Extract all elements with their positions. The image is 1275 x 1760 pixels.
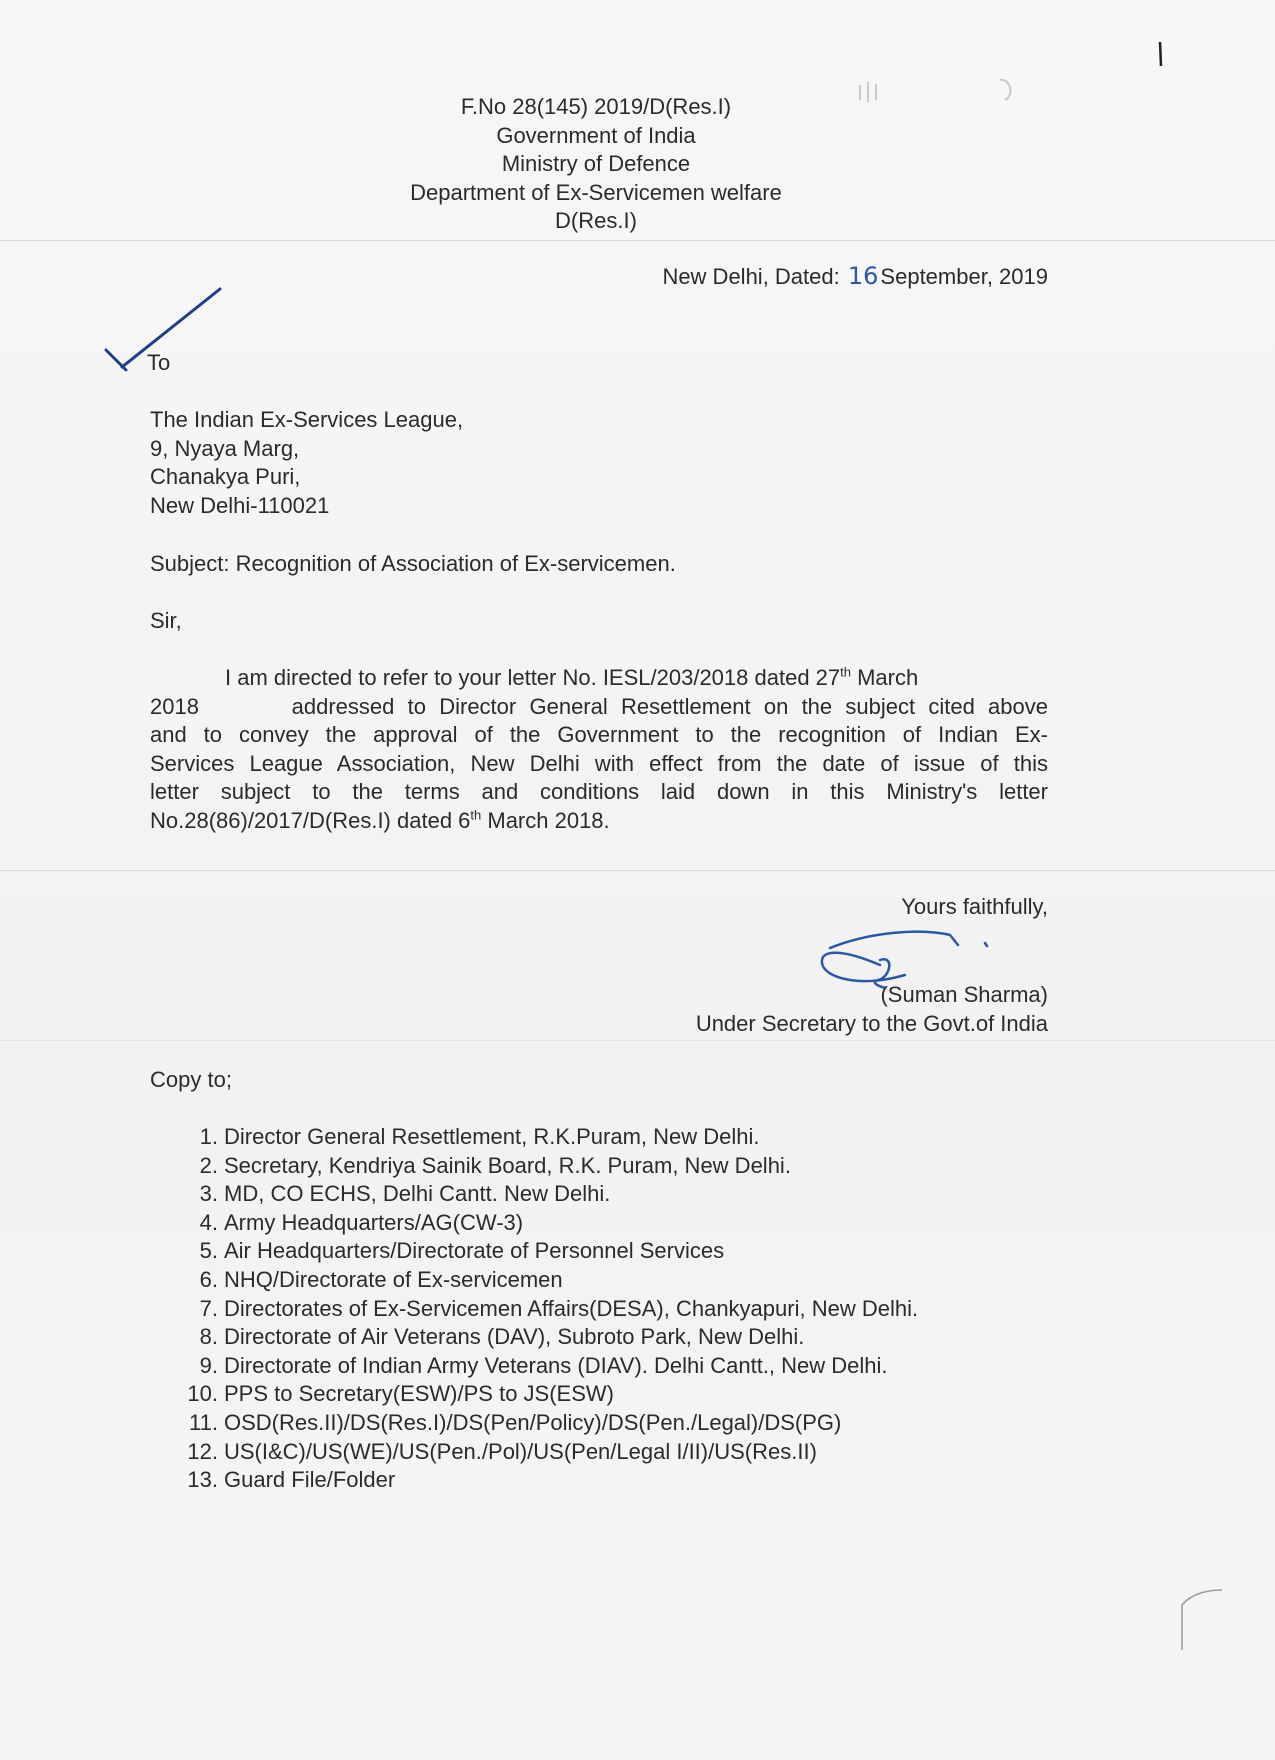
signatory-designation: Under Secretary to the Govt.of India — [695, 1011, 1048, 1036]
list-item — [150, 1152, 1050, 1181]
list-text: PPS to Secretary(ESW)/PS to JS(ESW) — [224, 1381, 614, 1407]
ordinal-suffix: th — [470, 807, 482, 823]
list-item — [150, 1323, 1050, 1352]
list-item — [150, 1409, 1050, 1438]
list-text: Air Headquarters/Directorate of Personnel Services — [224, 1238, 725, 1264]
list-item — [150, 1266, 1050, 1295]
closing: Yours faithfully, — [901, 894, 1048, 919]
list-item — [150, 1352, 1050, 1381]
list-item — [150, 1295, 1050, 1324]
list-number: 12. — [187, 1438, 218, 1464]
body-text: I am directed to refer to your letter No. IESL/203/2018 dated 27 — [225, 665, 841, 690]
list-item — [150, 1180, 1050, 1209]
list-item — [150, 1123, 1050, 1152]
body-paragraph — [150, 664, 1048, 836]
list-text: OSD(Res.II)/DS(Res.I)/DS(Pen/Policy)/DS(Pen./Legal)/DS(PG) — [224, 1409, 842, 1435]
address-line: 9, Nyaya Marg, — [150, 435, 300, 461]
stamp-ghost-icon — [860, 80, 1010, 102]
body-line — [150, 807, 1048, 836]
list-number: 11. — [189, 1409, 218, 1435]
date-line — [560, 262, 1048, 292]
letter-header — [386, 93, 806, 236]
list-number: 8. — [199, 1324, 218, 1350]
list-number: 7. — [199, 1295, 218, 1321]
corner-mark-icon — [1182, 1590, 1222, 1650]
ordinal-suffix: th — [840, 664, 851, 680]
list-text: Director General Resettlement, R.K.Puram, New Delhi. — [224, 1124, 760, 1149]
list-text: US(I&C)/US(WE)/US(Pen./Pol)/US(Pen/Legal I/II)/US(Res.II) — [224, 1438, 817, 1464]
list-number: 4. — [199, 1209, 218, 1235]
list-text: Guard File/Folder — [224, 1467, 396, 1493]
department-line: Department of Ex-Servicemen welfare — [410, 179, 782, 205]
list-item — [150, 1237, 1050, 1266]
signatory-name: (Suman Sharma) — [880, 982, 1048, 1007]
list-text: NHQ/Directorate of Ex-servicemen — [224, 1266, 563, 1292]
date-suffix: September, 2019 — [880, 264, 1048, 289]
date-prefix: New Delhi, Dated: — [662, 264, 840, 289]
body-line: and to convey the approval of the Government to the recognition of Indian Ex- — [150, 722, 1048, 748]
list-item — [150, 1466, 1050, 1495]
salutation: Sir, — [150, 608, 182, 633]
address-line: Chanakya Puri, — [150, 464, 301, 490]
recipient-address — [150, 406, 463, 520]
list-number: 9. — [199, 1352, 218, 1378]
handwritten-day: 16 — [847, 262, 879, 290]
list-number: 2. — [199, 1152, 218, 1178]
address-line: The Indian Ex-Services League, — [150, 407, 464, 432]
list-text: Directorates of Ex-Servicemen Affairs(DESA), Chankyapuri, New Delhi. — [224, 1295, 919, 1321]
list-item — [150, 1380, 1050, 1409]
section-line: D(Res.I) — [555, 208, 637, 234]
list-number: 6. — [199, 1266, 218, 1292]
body-text: No.28(86)/2017/D(Res.I) dated 6 — [150, 807, 471, 833]
list-number: 1. — [199, 1124, 218, 1149]
address-line: New Delhi-110021 — [150, 492, 330, 518]
body-line — [150, 664, 1048, 693]
government-line: Government of India — [496, 122, 696, 148]
body-text: March — [850, 665, 919, 690]
signature-icon — [822, 932, 987, 988]
list-text: Directorate of Air Veterans (DAV), Subroto Park, New Delhi. — [224, 1324, 805, 1350]
ministry-line: Ministry of Defence — [501, 151, 691, 177]
file-number: F.No 28(145) 2019/D(Res.I) — [460, 94, 732, 119]
list-number: 13. — [187, 1467, 218, 1493]
subject-line: Subject: Recognition of Association of Ex-servicemen. — [150, 551, 676, 576]
list-text: Directorate of Indian Army Veterans (DIAV). Delhi Cantt., New Delhi. — [224, 1352, 888, 1378]
copy-to-label: Copy to; — [150, 1067, 232, 1092]
list-number: 10. — [187, 1381, 218, 1407]
list-item — [150, 1438, 1050, 1467]
list-text: Army Headquarters/AG(CW-3) — [224, 1209, 524, 1235]
copy-list — [150, 1123, 1050, 1495]
body-line: Services League Association, New Delhi with effect from the date of issue of this — [150, 750, 1048, 776]
list-number: 5. — [199, 1238, 218, 1264]
body-line: letter subject to the terms and conditions laid down in this Ministry's letter — [150, 779, 1048, 805]
body-line: 2018 addressed to Director General Resettlement on the subject cited above — [150, 693, 1048, 719]
body-text: March 2018. — [481, 807, 610, 833]
pen-mark-icon — [1160, 42, 1161, 66]
list-item — [150, 1209, 1050, 1238]
list-number: 3. — [199, 1181, 218, 1207]
list-text: MD, CO ECHS, Delhi Cantt. New Delhi. — [224, 1181, 611, 1207]
list-text: Secretary, Kendriya Sainik Board, R.K. Puram, New Delhi. — [224, 1152, 791, 1178]
to-label: To — [147, 350, 171, 375]
